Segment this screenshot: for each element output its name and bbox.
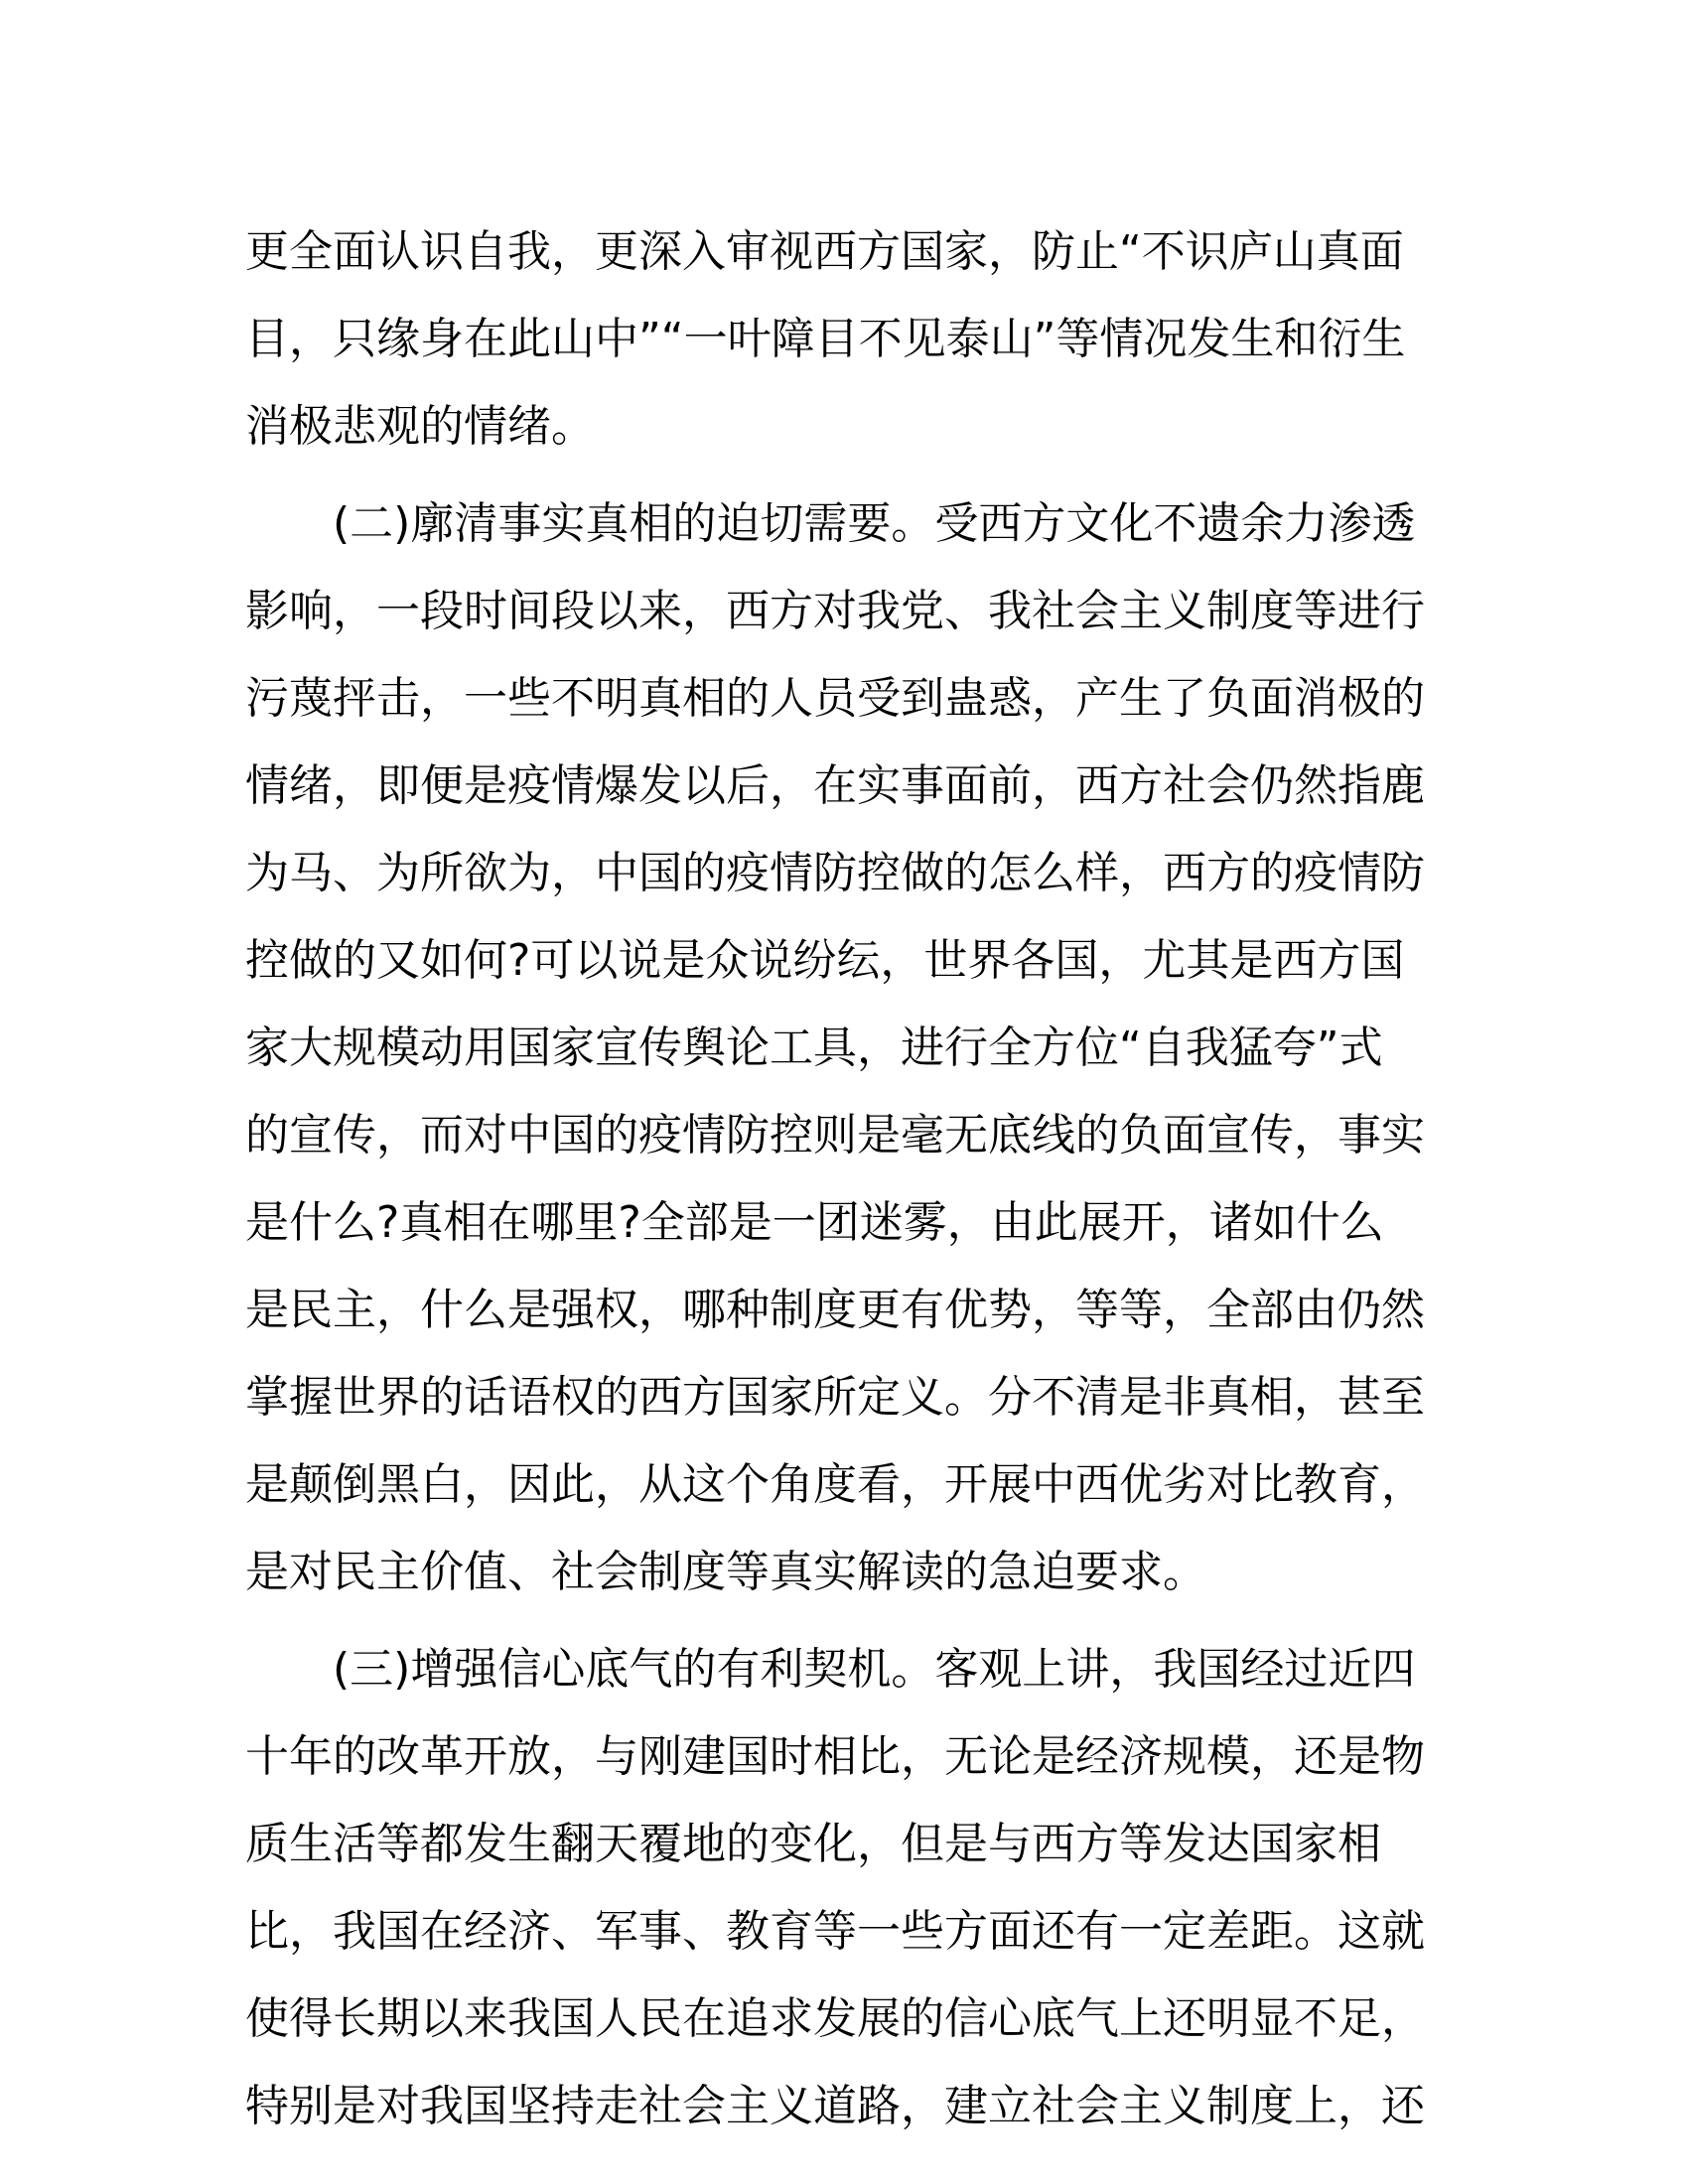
text-line: 比，我国在经济、军事、教育等一些方面还有一定差距。这就: [245, 1906, 1425, 1957]
text-line: 十年的改革开放，与刚建国时相比，无论是经济规模，还是物: [245, 1731, 1425, 1782]
text-line: 是颠倒黑白，因此，从这个角度看，开展中西优劣对比教育，: [245, 1459, 1425, 1510]
text-line: (二)廓清事实真相的迫切需要。受西方文化不遗余力渗透: [333, 498, 1416, 549]
text-line: 掌握世界的话语权的西方国家所定义。分不清是非真相，甚至: [245, 1372, 1425, 1423]
text-line: 为马、为所欲为，中国的疫情防控做的怎么样，西方的疫情防: [245, 848, 1425, 898]
text-line: 使得长期以来我国人民在追求发展的信心底气上还明显不足，: [245, 1993, 1425, 2044]
text-line: 情绪，即便是疫情爆发以后，在实事面前，西方社会仍然指鹿: [245, 760, 1425, 811]
text-line: 特别是对我国坚持走社会主义道路，建立社会主义制度上，还: [245, 2081, 1425, 2131]
text-line: 是什么?真相在哪里?全部是一团迷雾，由此展开，诸如什么: [245, 1197, 1384, 1248]
text-line: (三)增强信心底气的有利契机。客观上讲，我国经过近四: [333, 1644, 1416, 1695]
text-line: 消极悲观的情绪。: [245, 401, 595, 452]
body-text: [245, 208, 1437, 2150]
text-line: 质生活等都发生翻天覆地的变化，但是与西方等发达国家相: [245, 1819, 1381, 1869]
text-line: 污蔑抨击，一些不明真相的人员受到蛊惑，产生了负面消极的: [245, 673, 1425, 724]
text-line: 是对民主价值、社会制度等真实解读的急迫要求。: [245, 1547, 1206, 1597]
text-line: 目，只缘身在此山中”“一叶障目不见泰山”等情况发生和衍生: [245, 314, 1406, 364]
text-line: 家大规模动用国家宣传舆论工具，进行全方位“自我猛夸”式: [245, 1023, 1383, 1073]
text-line: 影响，一段时间段以来，西方对我党、我社会主义制度等进行: [245, 586, 1425, 636]
text-line: 是民主，什么是强权，哪种制度更有优势，等等，全部由仍然: [245, 1285, 1425, 1335]
paragraph-1: [245, 208, 1437, 471]
paragraph-3: [245, 1626, 1437, 2150]
text-line: 控做的又如何?可以说是众说纷纭，世界各国，尤其是西方国: [245, 935, 1405, 986]
paragraph-2: [245, 480, 1437, 1616]
text-line: 更全面认识自我，更深入审视西方国家，防止“不识庐山真面: [245, 226, 1404, 277]
text-line: 的宣传，而对中国的疫情防控则是毫无底线的负面宣传，事实: [245, 1110, 1425, 1160]
